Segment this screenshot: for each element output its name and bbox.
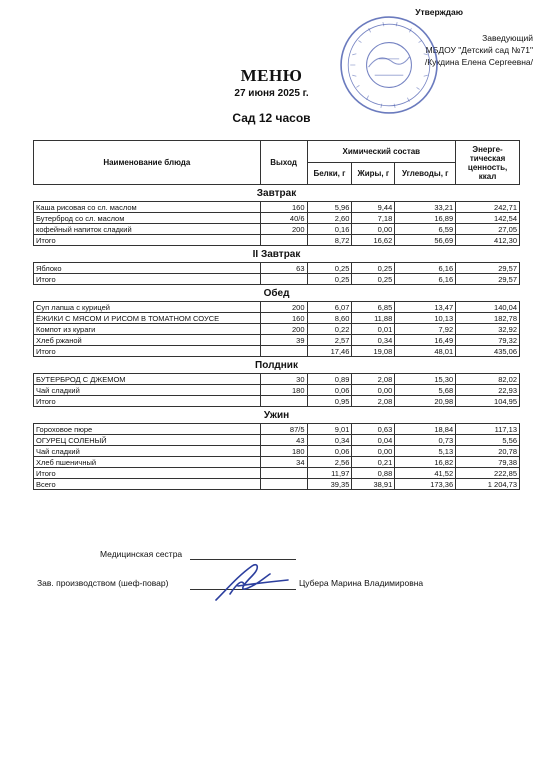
approval-position: Заведующий: [482, 33, 533, 43]
dish-yield: 30: [260, 374, 307, 385]
dish-protein: 0,34: [307, 435, 352, 446]
dish-carbs: 6,16: [395, 274, 456, 285]
section-header: [34, 407, 520, 424]
table-row: [34, 274, 520, 285]
dish-name: Всего: [34, 479, 261, 490]
dish-protein: 0,95: [307, 396, 352, 407]
table-row: [34, 335, 520, 346]
approval-name: /Кукдина Елена Сергеевна/: [424, 57, 533, 67]
table-row: [34, 457, 520, 468]
dish-yield: 63: [260, 263, 307, 274]
dish-energy: 142,54: [456, 213, 520, 224]
header-dish: Наименование блюда: [34, 141, 261, 185]
dish-name: Яблоко: [34, 263, 261, 274]
table-row: [34, 202, 520, 213]
dish-fat: 16,62: [352, 235, 395, 246]
chef-label: Зав. производством (шеф-повар): [37, 578, 169, 588]
dish-energy: 140,04: [456, 302, 520, 313]
dish-protein: 9,01: [307, 424, 352, 435]
table-row: [34, 213, 520, 224]
menu-body: [34, 185, 520, 490]
dish-name: Бутерброд со сл. маслом: [34, 213, 261, 224]
dish-yield: 200: [260, 224, 307, 235]
table-row: [34, 302, 520, 313]
dish-fat: 0,00: [352, 224, 395, 235]
section-header: [34, 246, 520, 263]
header-protein: Белки, г: [307, 163, 352, 185]
dish-fat: 0,25: [352, 274, 395, 285]
dish-name: Компот из кураги: [34, 324, 261, 335]
dish-fat: 6,85: [352, 302, 395, 313]
dish-name: Гороховое пюре: [34, 424, 261, 435]
table-row: [34, 324, 520, 335]
dish-energy: 1 204,73: [456, 479, 520, 490]
dish-yield: 40/6: [260, 213, 307, 224]
dish-carbs: 5,13: [395, 446, 456, 457]
dish-name: Итого: [34, 274, 261, 285]
header-energy: Энерге-тическая ценность, ккал: [456, 141, 520, 185]
dish-carbs: 16,89: [395, 213, 456, 224]
dish-protein: 8,72: [307, 235, 352, 246]
dish-name: ЁЖИКИ С МЯСОМ И РИСОМ В ТОМАТНОМ СОУСЕ: [34, 313, 261, 324]
dish-yield: [260, 468, 307, 479]
dish-yield: 39: [260, 335, 307, 346]
dish-yield: 200: [260, 324, 307, 335]
dish-fat: 2,08: [352, 374, 395, 385]
menu-table: [33, 140, 520, 490]
dish-name: ОГУРЕЦ СОЛЕНЫЙ: [34, 435, 261, 446]
table-row: [34, 424, 520, 435]
dish-protein: 0,16: [307, 224, 352, 235]
header-carbs: Углеводы, г: [395, 163, 456, 185]
dish-energy: 182,78: [456, 313, 520, 324]
dish-carbs: 15,30: [395, 374, 456, 385]
dish-yield: [260, 479, 307, 490]
dish-fat: 19,08: [352, 346, 395, 357]
dish-protein: 2,57: [307, 335, 352, 346]
dish-name: Итого: [34, 235, 261, 246]
dish-carbs: 7,92: [395, 324, 456, 335]
dish-carbs: 16,49: [395, 335, 456, 346]
dish-carbs: 10,13: [395, 313, 456, 324]
dish-yield: 87/5: [260, 424, 307, 435]
dish-protein: 0,25: [307, 274, 352, 285]
dish-yield: 180: [260, 385, 307, 396]
table-row: [34, 435, 520, 446]
dish-protein: 2,60: [307, 213, 352, 224]
dish-fat: 38,91: [352, 479, 395, 490]
dish-carbs: 18,84: [395, 424, 456, 435]
dish-fat: 0,34: [352, 335, 395, 346]
dish-name: кофейный напиток сладкий: [34, 224, 261, 235]
dish-name: Чай сладкий: [34, 385, 261, 396]
header-yield: Выход: [260, 141, 307, 185]
table-row: [34, 346, 520, 357]
dish-yield: 180: [260, 446, 307, 457]
table-row: [34, 446, 520, 457]
dish-fat: 2,08: [352, 396, 395, 407]
menu-subtitle: Сад 12 часов: [232, 111, 311, 125]
dish-protein: 39,35: [307, 479, 352, 490]
section-header: [34, 357, 520, 374]
dish-carbs: 6,59: [395, 224, 456, 235]
dish-carbs: 6,16: [395, 263, 456, 274]
dish-protein: 0,06: [307, 446, 352, 457]
dish-fat: 9,44: [352, 202, 395, 213]
dish-fat: 0,00: [352, 385, 395, 396]
dish-name: Итого: [34, 346, 261, 357]
dish-yield: 34: [260, 457, 307, 468]
dish-yield: 160: [260, 202, 307, 213]
dish-protein: 0,22: [307, 324, 352, 335]
dish-energy: 222,85: [456, 468, 520, 479]
dish-energy: 29,57: [456, 274, 520, 285]
dish-name: БУТЕРБРОД С ДЖЕМОМ: [34, 374, 261, 385]
dish-energy: 5,56: [456, 435, 520, 446]
dish-protein: 6,07: [307, 302, 352, 313]
dish-fat: 0,25: [352, 263, 395, 274]
header-chem: Химический состав: [307, 141, 456, 163]
table-row: [34, 263, 520, 274]
dish-carbs: 48,01: [395, 346, 456, 357]
dish-carbs: 0,73: [395, 435, 456, 446]
dish-energy: 79,38: [456, 457, 520, 468]
dish-energy: 27,05: [456, 224, 520, 235]
dish-name: Хлеб ржаной: [34, 335, 261, 346]
dish-carbs: 173,36: [395, 479, 456, 490]
dish-energy: 104,95: [456, 396, 520, 407]
dish-protein: 8,60: [307, 313, 352, 324]
dish-name: Хлеб пшеничный: [34, 457, 261, 468]
dish-name: Каша рисовая со сл. маслом: [34, 202, 261, 213]
header-fat: Жиры, г: [352, 163, 395, 185]
dish-protein: 17,46: [307, 346, 352, 357]
dish-energy: 22,93: [456, 385, 520, 396]
page-title: МЕНЮ: [240, 66, 303, 85]
dish-fat: 0,63: [352, 424, 395, 435]
table-row: [34, 396, 520, 407]
menu-date: 27 июня 2025 г.: [234, 88, 309, 99]
section-header: [34, 285, 520, 302]
dish-fat: 0,88: [352, 468, 395, 479]
dish-energy: 435,06: [456, 346, 520, 357]
dish-carbs: 20,98: [395, 396, 456, 407]
approval-title: Утверждаю: [415, 7, 463, 17]
section-title: Полдник: [34, 357, 520, 374]
dish-yield: 160: [260, 313, 307, 324]
table-row: [34, 235, 520, 246]
nurse-label: Медицинская сестра: [100, 549, 183, 559]
dish-yield: [260, 396, 307, 407]
dish-protein: 0,25: [307, 263, 352, 274]
dish-energy: 242,71: [456, 202, 520, 213]
dish-carbs: 16,82: [395, 457, 456, 468]
dish-yield: [260, 346, 307, 357]
section-title: Ужин: [34, 407, 520, 424]
dish-fat: 0,00: [352, 446, 395, 457]
dish-energy: 20,78: [456, 446, 520, 457]
dish-energy: 117,13: [456, 424, 520, 435]
dish-name: Суп лапша с курицей: [34, 302, 261, 313]
table-row: [34, 224, 520, 235]
dish-protein: 0,89: [307, 374, 352, 385]
table-row: [34, 479, 520, 490]
dish-protein: 2,56: [307, 457, 352, 468]
dish-yield: [260, 235, 307, 246]
dish-energy: 79,32: [456, 335, 520, 346]
chef-name: Цубера Марина Владимировна: [299, 578, 424, 588]
dish-protein: 5,96: [307, 202, 352, 213]
dish-fat: 7,18: [352, 213, 395, 224]
dish-name: Чай сладкий: [34, 446, 261, 457]
dish-carbs: 13,47: [395, 302, 456, 313]
dish-protein: 11,97: [307, 468, 352, 479]
document-header: [0, 66, 543, 125]
dish-fat: 0,01: [352, 324, 395, 335]
dish-fat: 0,21: [352, 457, 395, 468]
dish-carbs: 33,21: [395, 202, 456, 213]
table-row: [34, 313, 520, 324]
dish-energy: 32,92: [456, 324, 520, 335]
dish-carbs: 41,52: [395, 468, 456, 479]
dish-carbs: 56,69: [395, 235, 456, 246]
dish-energy: 82,02: [456, 374, 520, 385]
table-row: [34, 385, 520, 396]
section-title: Завтрак: [34, 185, 520, 202]
dish-energy: 412,30: [456, 235, 520, 246]
dish-yield: 43: [260, 435, 307, 446]
section-header: [34, 185, 520, 202]
approval-org: МБДОУ "Детский сад №71": [425, 45, 533, 55]
section-title: Обед: [34, 285, 520, 302]
dish-fat: 0,04: [352, 435, 395, 446]
table-row: [34, 468, 520, 479]
dish-name: Итого: [34, 468, 261, 479]
dish-name: Итого: [34, 396, 261, 407]
dish-protein: 0,06: [307, 385, 352, 396]
section-title: II Завтрак: [34, 246, 520, 263]
dish-fat: 11,88: [352, 313, 395, 324]
dish-energy: 29,57: [456, 263, 520, 274]
dish-yield: 200: [260, 302, 307, 313]
table-row: [34, 374, 520, 385]
dish-carbs: 5,68: [395, 385, 456, 396]
dish-yield: [260, 274, 307, 285]
chef-signature: [208, 558, 298, 604]
